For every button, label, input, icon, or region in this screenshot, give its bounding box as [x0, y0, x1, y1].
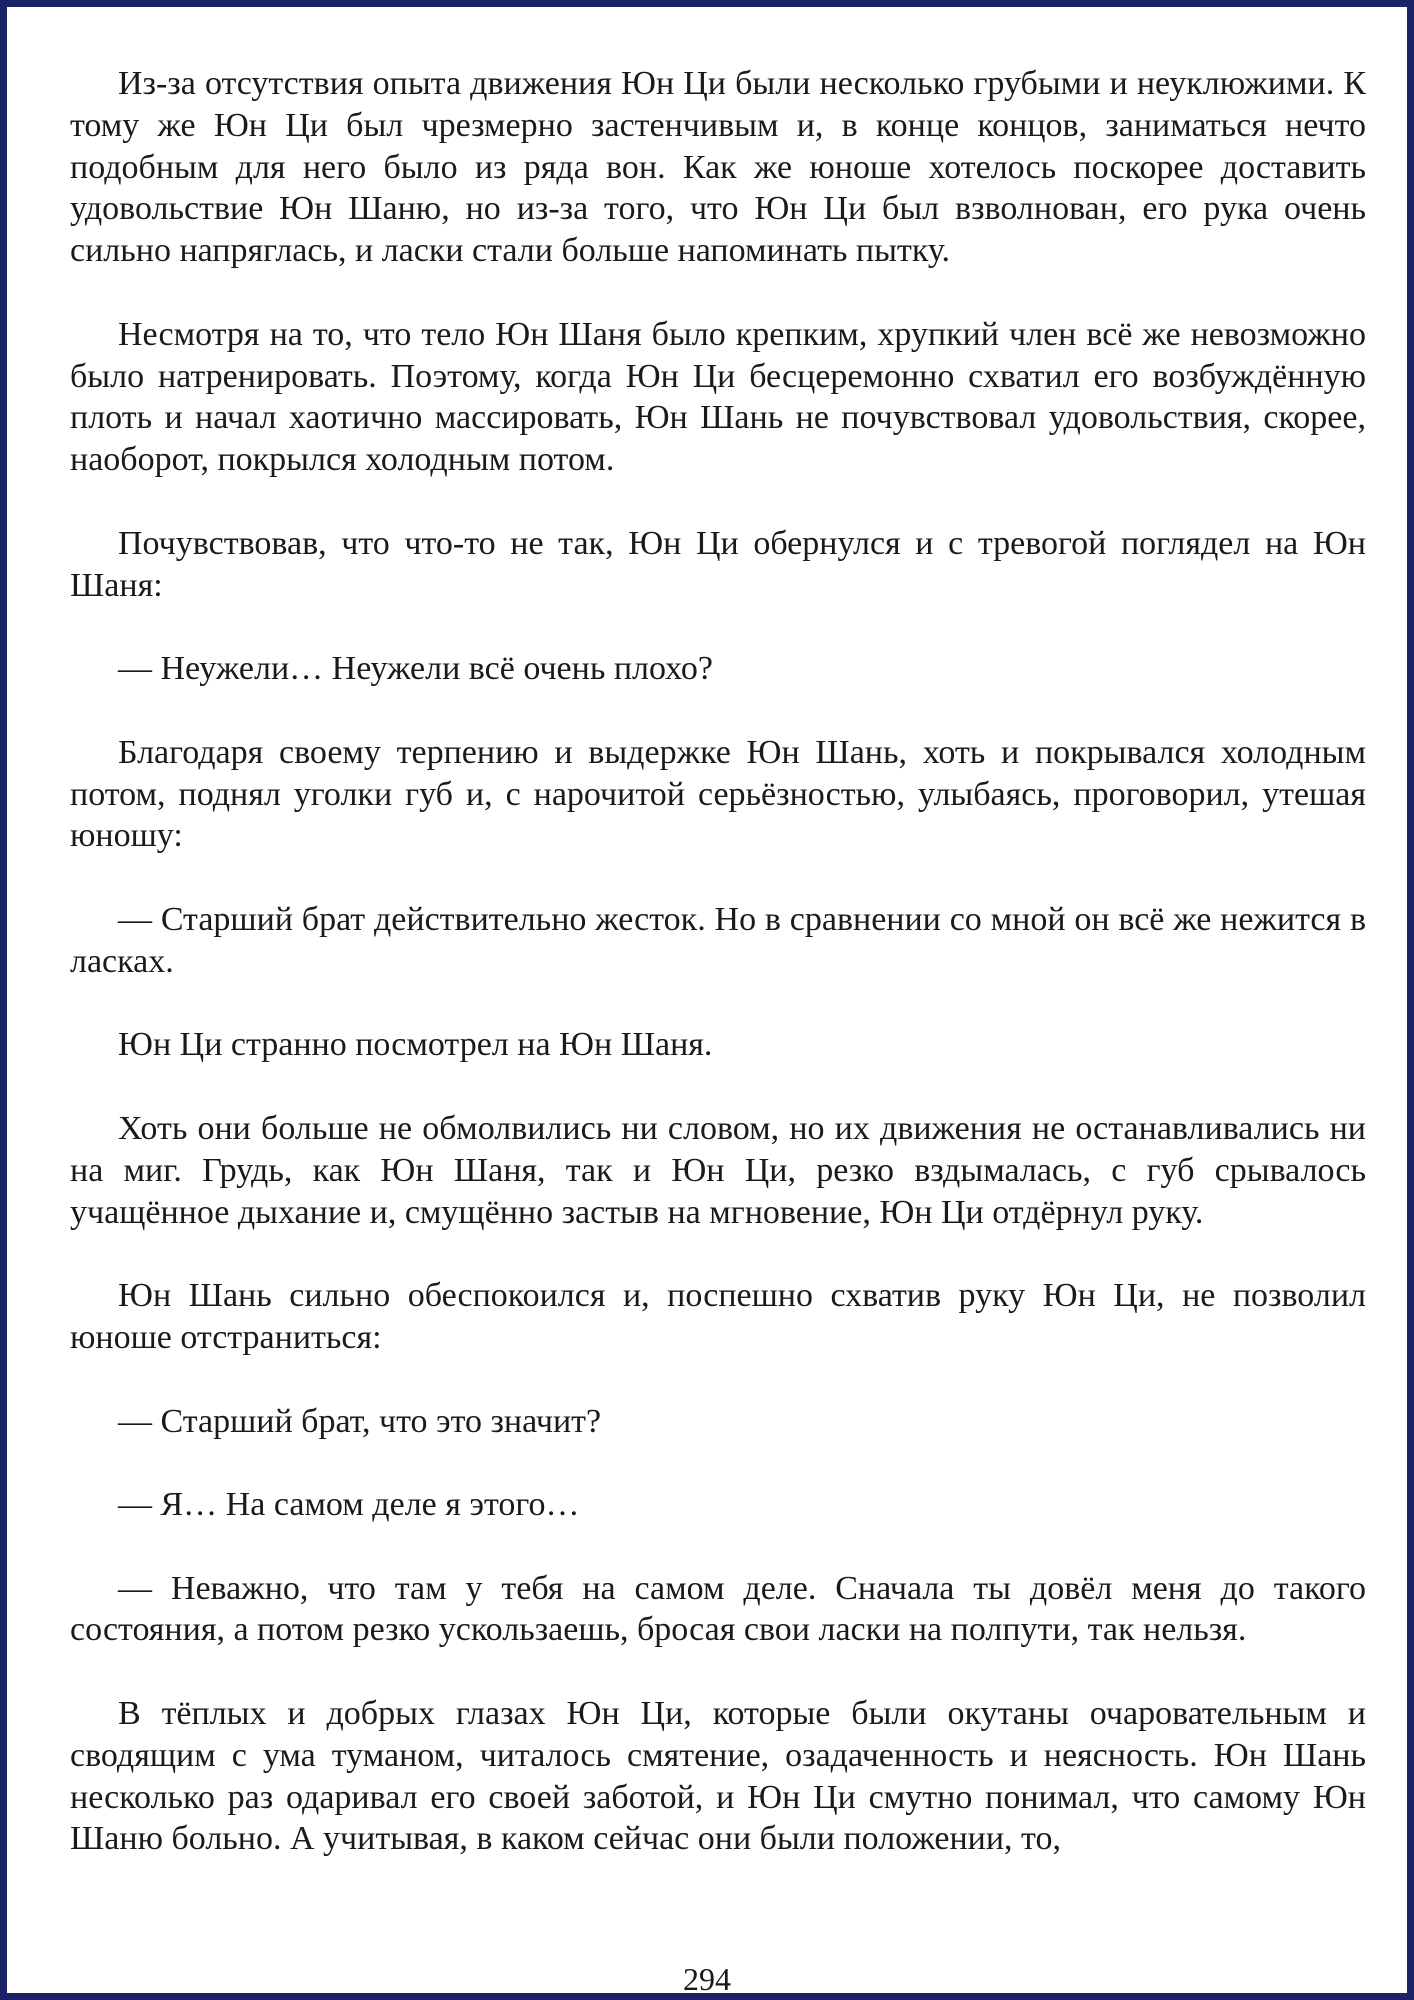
- paragraph: Юн Ци странно посмотрел на Юн Шаня.: [118, 1026, 713, 1064]
- paragraph: Хоть они больше не обмолвились ни словом, но их движения не останавливались ни на миг. Грудь, как Юн Шаня, так и Юн Ци, резко вздымалась, с губ срывалось учащённое дыхание и, смущённо застыв на мгновение, Юн Ци отдёрнул руку.: [70, 1109, 1366, 1231]
- dialogue-line: — Я… На самом деле я этого…: [118, 1486, 580, 1524]
- paragraph: Почувствовав, что что-то не так, Юн Ци обернулся и с тревогой поглядел на Юн Шаня:: [70, 524, 1366, 604]
- dialogue-line: — Старший брат, что это значит?: [118, 1402, 602, 1440]
- paragraph: Юн Шань сильно обеспокоился и, поспешно схватив руку Юн Ци, не позволил юноше отстраниться:: [70, 1277, 1366, 1356]
- paragraph: В тёплых и добрых глазах Юн Ци, которые были окутаны очаровательным и сводящим с ума туманом, читалось смятение, озадаченность и неясность. Юн Шань несколько раз одаривал его своей заботой, и Юн Ци смутно понимал, что самому Юн Шаню больно. А учитывая, в каком сейчас они были положении, то,: [70, 1695, 1366, 1858]
- paragraph: Несмотря на то, что тело Юн Шаня было крепким, хрупкий член всё же невозможно было натренировать. Поэтому, когда Юн Ци бесцеремонно схватил его возбуждённую плоть и начал хаотично массировать, Юн Шань не почувствовал удовольствия, скорее, наоборот, покрылся холодным потом.: [70, 315, 1366, 479]
- page-number: 294: [683, 1961, 731, 1997]
- paragraph: Благодаря своему терпению и выдержке Юн Шань, хоть и покрывался холодным потом, поднял уголки губ и, с нарочитой серьёзностью, улыбаясь, проговорил, утешая юношу:: [70, 733, 1366, 855]
- dialogue-line: — Неужели… Неужели всё очень плохо?: [118, 650, 713, 688]
- dialogue-line: — Неважно, что там у тебя на самом деле. Сначала ты довёл меня до такого состояния, а потом резко ускользаешь, бросая свои ласки на полпути, так нельзя.: [70, 1569, 1366, 1649]
- page-body: [70, 63, 1366, 1860]
- paragraph: Из-за отсутствия опыта движения Юн Ци были несколько грубыми и неуклюжими. К тому же Юн Ци был чрезмерно застенчивым и, в конце концов, заниматься нечто подобным для него было из ряда вон. Как же юноше хотелось поскорее доставить удовольствие Юн Шаню, но из-за того, что Юн Ци был взволнован, его рука очень сильно напряглась, и ласки стали больше напоминать пытку.: [70, 65, 1366, 270]
- dialogue-line: — Старший брат действительно жесток. Но в сравнении со мной он всё же нежится в ласках.: [70, 900, 1366, 980]
